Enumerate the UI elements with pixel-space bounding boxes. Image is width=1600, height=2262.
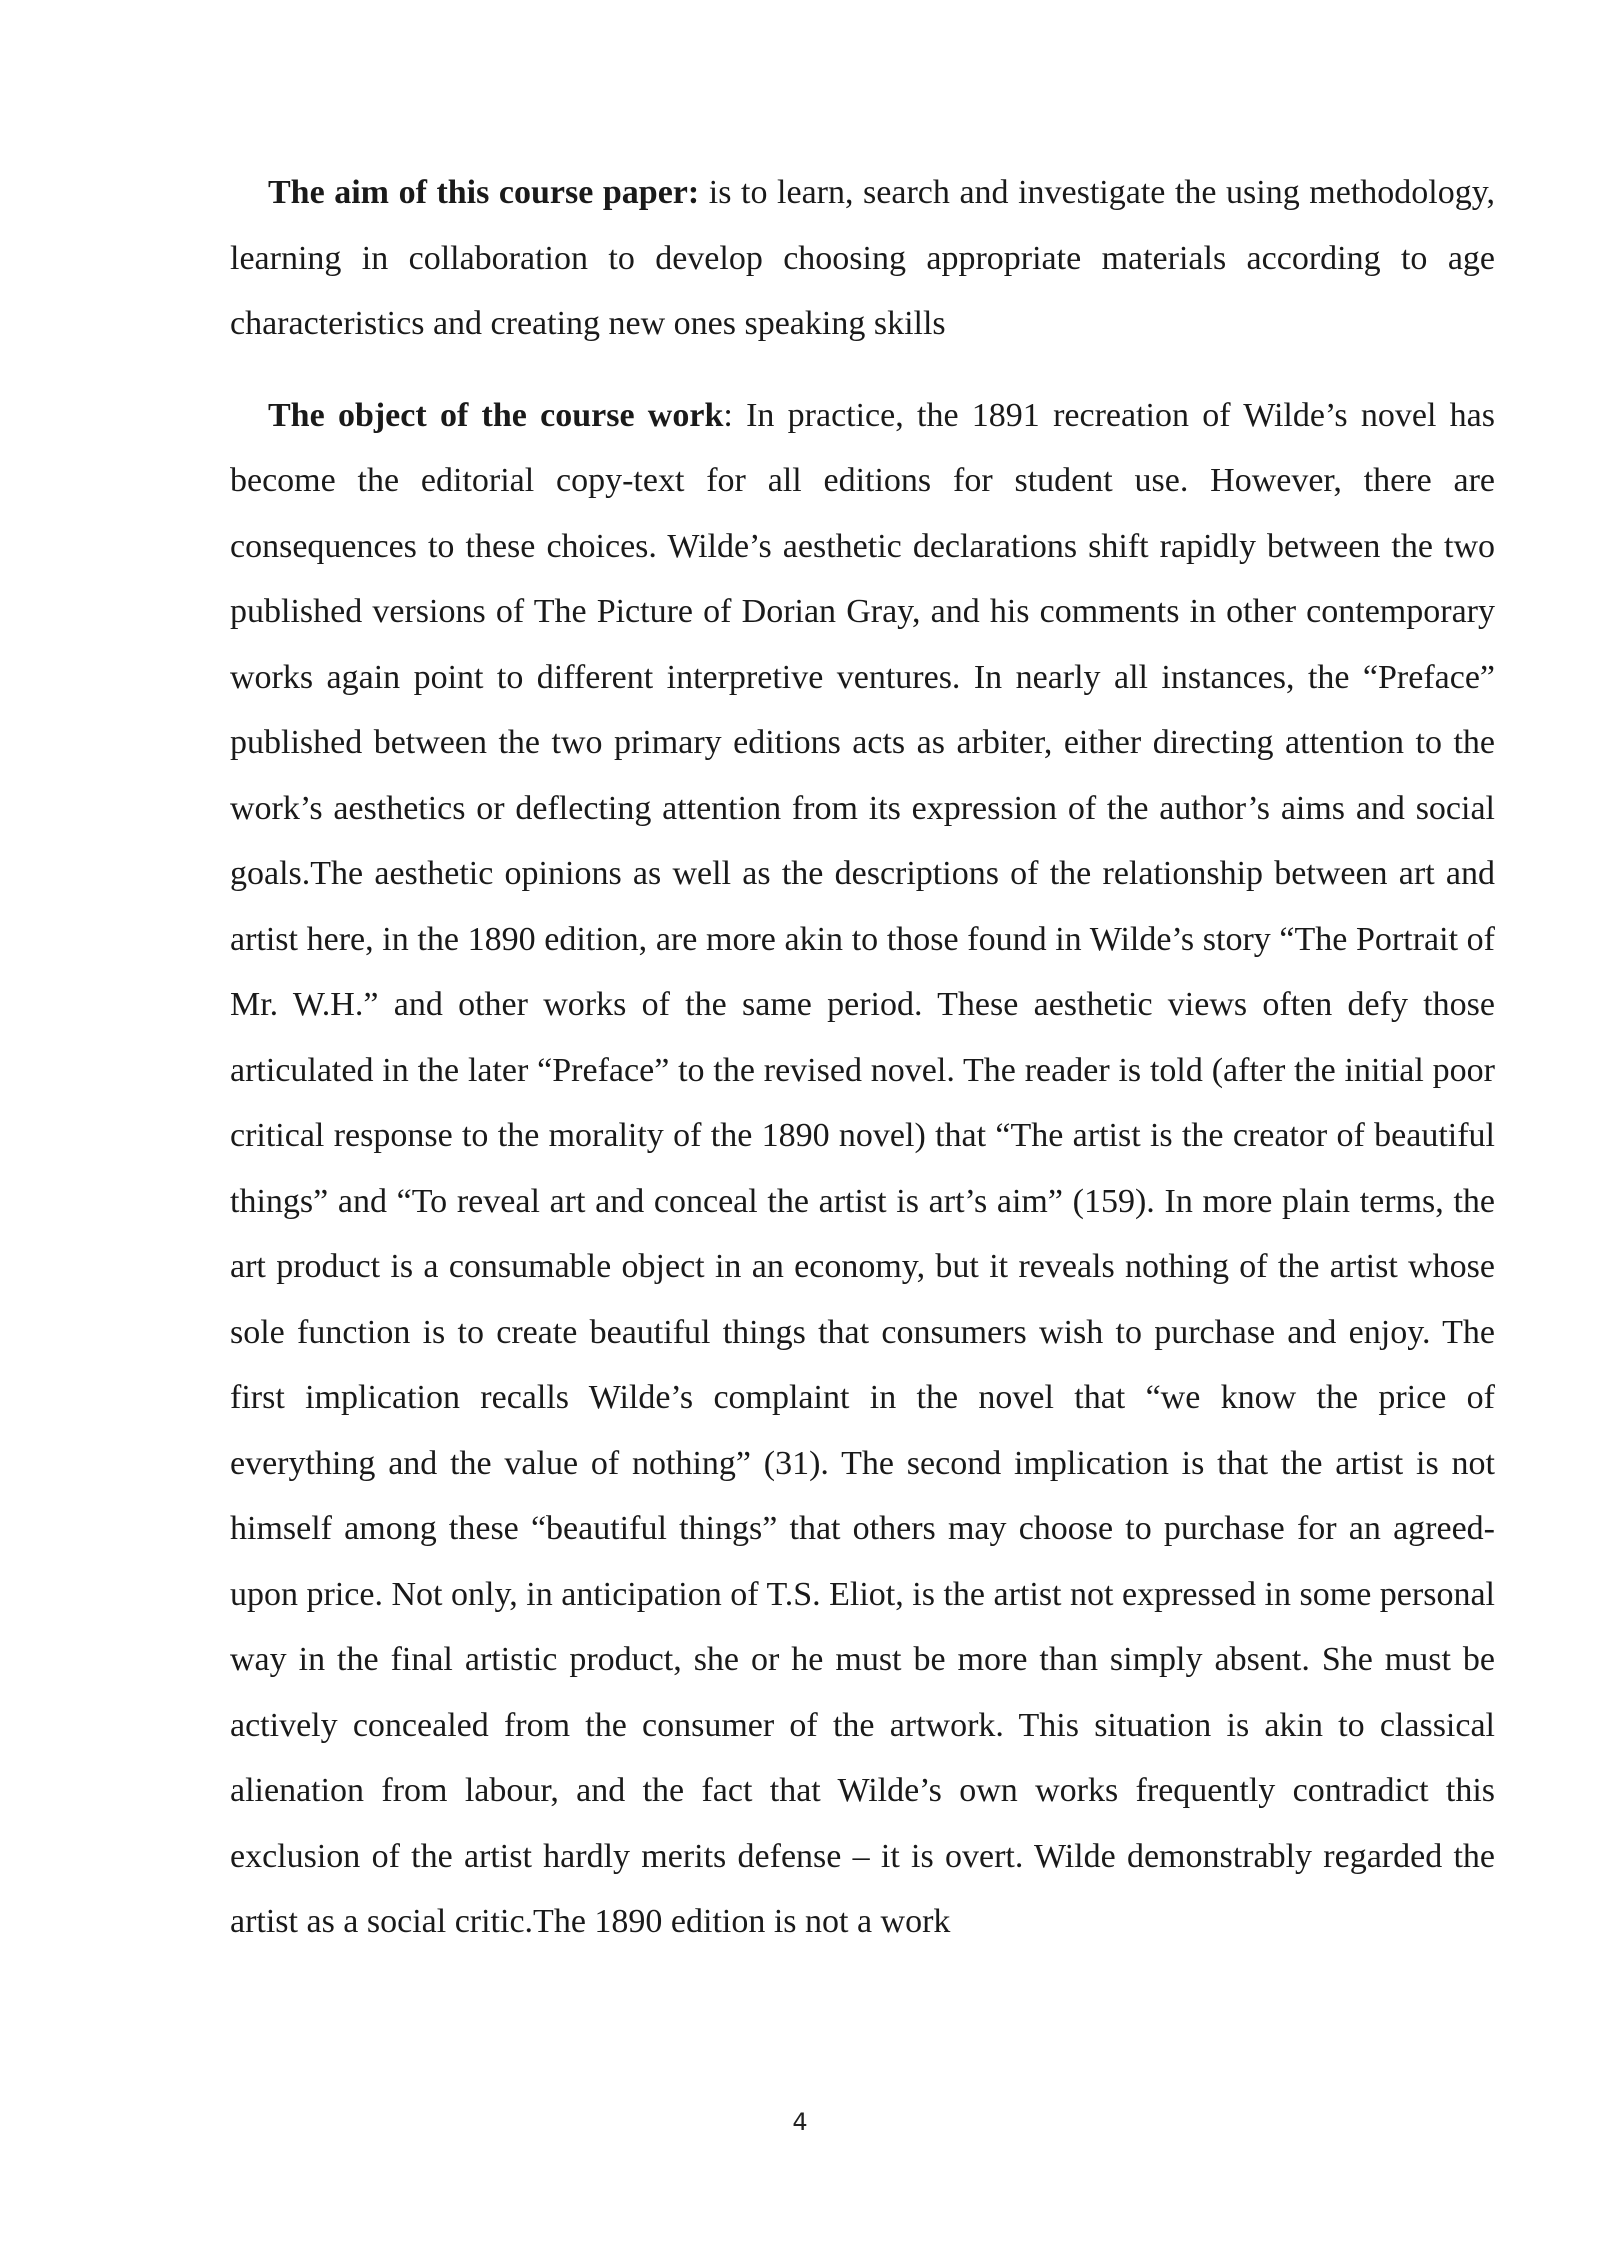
aim-heading: The aim of this course paper: bbox=[268, 174, 700, 211]
aim-text: is to learn, search and investigate the using methodology, learning in collaboration to develop choosing appropriate materials according to age characteristics and creating new ones speaking skills bbox=[230, 174, 1496, 342]
document-page bbox=[230, 160, 1495, 1955]
object-text: : In practice, the 1891 recreation of Wilde’s novel has become the editorial copy-text for all editions for student use. However, there are consequences to these choices. Wilde’s aesthetic declarations shift rapidly between the two published versions of The Picture of Dorian Gray, and his comments in other contemporary works again point to different interpretive ventures. In nearly all instances, the “Preface” published between the two primary editions acts as arbiter, either directing attention to the work’s aesthetics or deflecting attention from its expression of the author’s aims and social goals.The aesthetic opinions as well as the descriptions of the relationship between art and artist here, in the 1890 edition, are more akin to those found in Wilde’s story “The Portrait of Mr. W.H.” and other works of the same period. These aesthetic views often defy those articulated in the later “Preface” to the revised novel. The reader is told (after the initial poor critical response to the morality of the 1890 novel) that “The artist is the creator of beautiful things” and “To reveal art and conceal the artist is art’s aim” (159). In more plain terms, the art product is a consumable object in an economy, but it reveals nothing of the artist whose sole function is to create beautiful things that consumers wish to purchase and enjoy. The first implication recalls Wilde’s complaint in the novel that “we know the price of everything and the value of nothing” (31). The second implication is that the artist is not himself among these “beautiful things” that others may choose to purchase for an agreed-upon price. Not only, in anticipation of T.S. Eliot, is the artist not expressed in some personal way in the final artistic product, she or he must be more than simply absent. She must be actively concealed from the consumer of the artwork. This situation is akin to classical alienation from labour, and the fact that Wilde’s own works frequently contradict this exclusion of the artist hardly merits defense – it is overt. Wilde demonstrably regarded the artist as a social critic.The 1890 edition is not a work bbox=[230, 396, 1495, 1940]
object-paragraph bbox=[230, 383, 1495, 1955]
page-number: 4 bbox=[792, 2108, 808, 2136]
object-heading: The object of the course work bbox=[268, 396, 724, 434]
aim-paragraph bbox=[230, 160, 1495, 357]
